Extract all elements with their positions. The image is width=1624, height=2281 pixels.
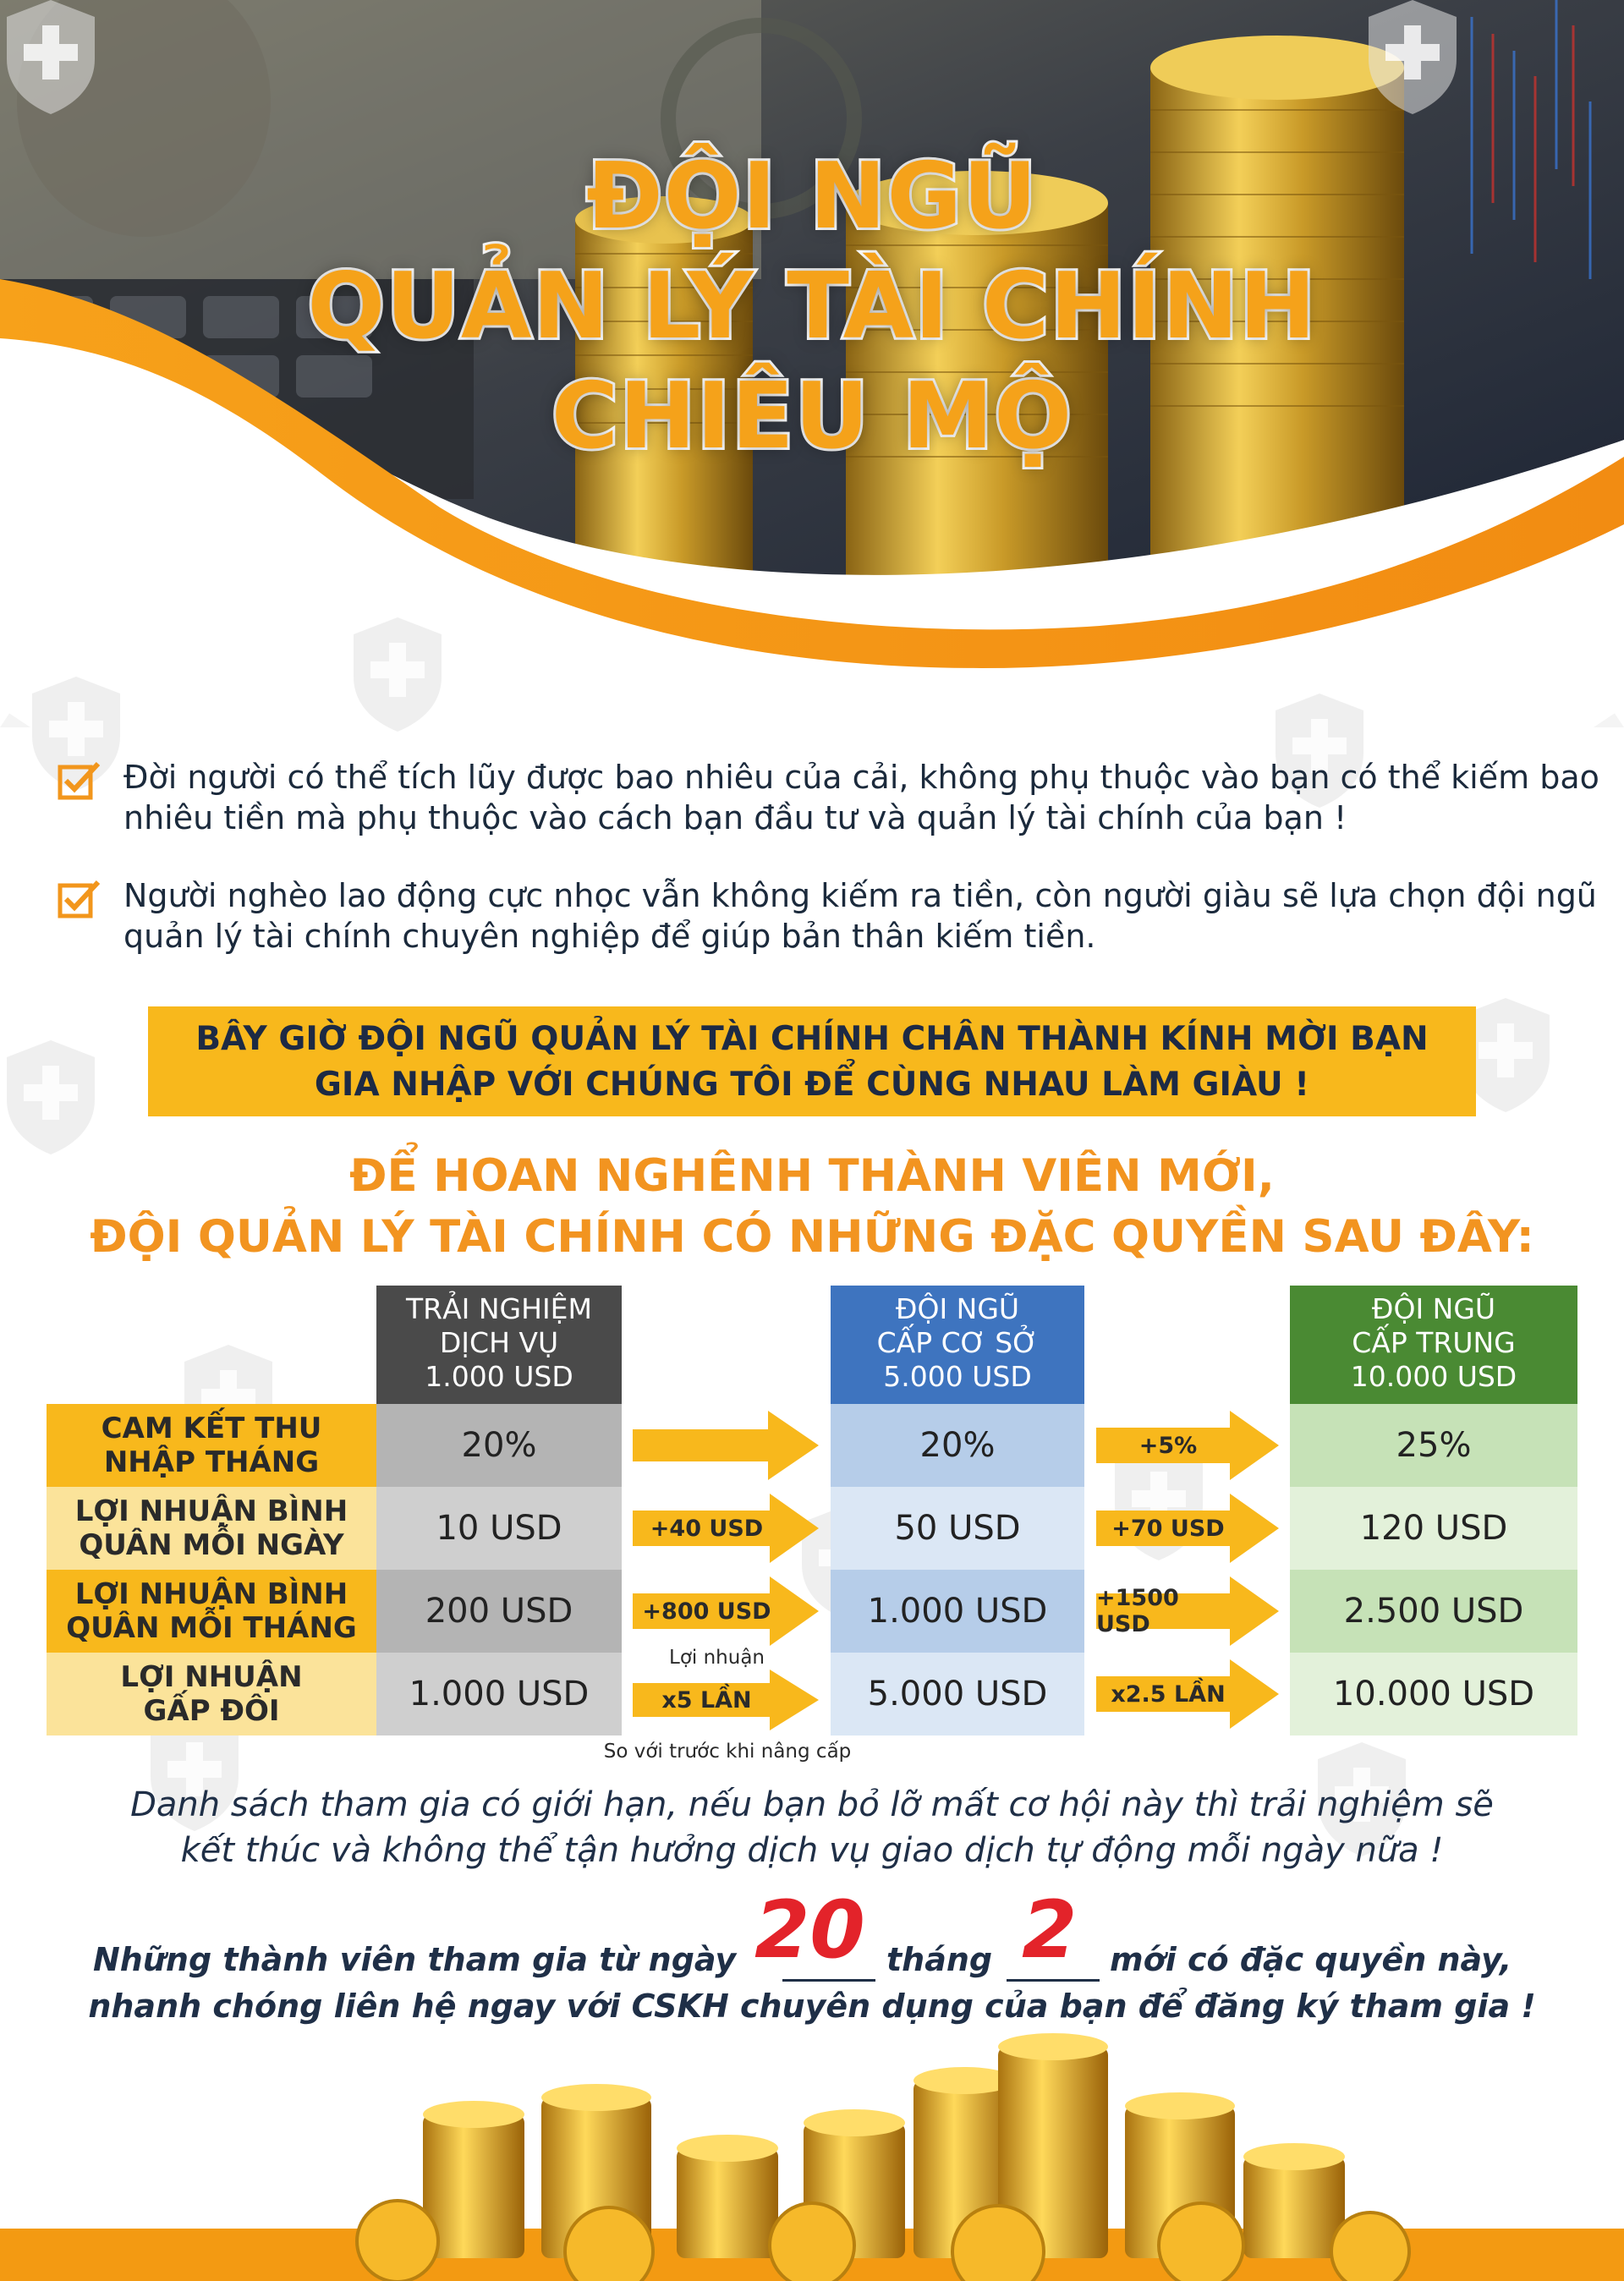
- tier-name: TRẢI NGHIỆM: [405, 1292, 592, 1325]
- arrow-right-icon: [1096, 1492, 1281, 1565]
- row-label-daily-profit: [47, 1487, 376, 1570]
- increase-label: +70 USD: [1111, 1515, 1225, 1542]
- shield-cross-icon: [7, 0, 95, 114]
- cell-trial-value: 20%: [376, 1404, 622, 1487]
- cell-mid-value: 120 USD: [1290, 1487, 1577, 1570]
- shield-cross-icon: [1369, 0, 1457, 114]
- title-line-3: CHIÊU MỘ: [551, 364, 1073, 469]
- row-label-text: QUÂN MỖI NGÀY: [79, 1528, 344, 1562]
- month-underline: [1007, 1979, 1100, 1982]
- row-label-text: LỢI NHUẬN: [120, 1660, 303, 1694]
- row-label-monthly-profit: [47, 1570, 376, 1653]
- arrow-right-icon: [633, 1670, 820, 1730]
- profit-note: Lợi nhuận: [669, 1647, 765, 1669]
- cell-trial-value: 1.000 USD: [376, 1653, 622, 1735]
- tier-header-basic: [831, 1286, 1084, 1404]
- join-text-part3: mới có đặc quyền này,: [1110, 1941, 1512, 1978]
- cell-basic-value: 5.000 USD: [831, 1653, 1084, 1735]
- arrow-right-icon: [633, 1492, 820, 1565]
- tier-amount: 5.000 USD: [883, 1360, 1032, 1393]
- title-line-2: QUẢN LÝ TÀI CHÍNH: [307, 254, 1317, 359]
- cell-mid-value: 2.500 USD: [1290, 1570, 1577, 1653]
- row-label-text: NHẬP THÁNG: [103, 1445, 320, 1479]
- invite-line-1: BÂY GIỜ ĐỘI NGŨ QUẢN LÝ TÀI CHÍNH CHÂN THÀNH KÍNH MỜI BẠN: [195, 1020, 1429, 1058]
- intro-bullet-text: Đời người có thể tích lũy được bao nhiêu của cải, không phụ thuộc vào bạn có thể kiếm bao nhiêu tiền mà phụ thuộc vào cách bạn đầu tư và quản lý tài chính của bạn !: [123, 759, 1599, 836]
- title-line-1: ĐỘI NGŨ: [586, 144, 1038, 249]
- shield-cross-icon: [354, 617, 442, 732]
- row-label-text: LỢI NHUẬN BÌNH: [74, 1494, 348, 1528]
- tier-name: ĐỘI NGŨ: [895, 1292, 1020, 1325]
- tier-name: CẤP TRUNG: [1352, 1326, 1516, 1359]
- join-month-handwritten: 2: [1022, 1884, 1078, 1977]
- cell-basic-value: 50 USD: [831, 1487, 1084, 1570]
- cell-trial-value: 200 USD: [376, 1570, 622, 1653]
- arrow-right-icon: [1096, 1658, 1281, 1730]
- tier-header-mid: [1290, 1286, 1577, 1404]
- privileges-heading-1: ĐỂ HOAN NGHÊNH THÀNH VIÊN MỚI,: [349, 1150, 1275, 1202]
- join-line-2: nhanh chóng liên hệ ngay với CSKH chuyên dụng của bạn để đăng ký tham gia !: [88, 1988, 1536, 2025]
- increase-label: +5%: [1138, 1432, 1198, 1459]
- warning-line-1: Danh sách tham gia có giới hạn, nếu bạn bỏ lỡ mất cơ hội này thì trải nghiệm sẽ: [130, 1785, 1494, 1824]
- compare-note: So với trước khi nâng cấp: [603, 1741, 852, 1763]
- arrow-right-icon: [633, 1409, 820, 1482]
- arrow-right-icon: [1096, 1409, 1281, 1482]
- checkbox-icon: [58, 760, 102, 801]
- join-day-handwritten: 20: [754, 1884, 865, 1977]
- tier-name: DỊCH VỤ: [439, 1326, 559, 1359]
- tier-name: CẤP CƠ SỞ: [876, 1326, 1039, 1359]
- increase-label: x2.5 LẦN: [1111, 1681, 1226, 1708]
- coin-piles: [0, 2030, 1624, 2281]
- increase-label: +800 USD: [642, 1598, 771, 1625]
- tier-header-trial: [376, 1286, 622, 1404]
- intro-bullet-text: Người nghèo lao động cực nhọc vẫn không kiếm ra tiền, còn người giàu sẽ lựa chọn đội ngũ quản lý tài chính chuyên nghiệp để giúp bản thân kiếm tiền.: [123, 877, 1597, 955]
- row-label-double-profit: [47, 1653, 376, 1735]
- cell-trial-value: 10 USD: [376, 1487, 622, 1570]
- row-label-text: GẤP ĐÔI: [143, 1694, 280, 1728]
- increase-label: +40 USD: [650, 1515, 764, 1542]
- cell-mid-value: 10.000 USD: [1290, 1653, 1577, 1735]
- warning-line-2: kết thúc và không thể tận hưởng dịch vụ giao dịch tự động mỗi ngày nữa !: [180, 1831, 1444, 1870]
- checkbox-icon: [58, 879, 102, 919]
- day-underline: [782, 1979, 875, 1982]
- tier-amount: 10.000 USD: [1350, 1360, 1517, 1393]
- join-text-part1: Những thành viên tham gia từ ngày: [93, 1941, 737, 1978]
- row-label-text: LỢI NHUẬN BÌNH: [74, 1577, 348, 1611]
- cell-mid-value: 25%: [1290, 1404, 1577, 1487]
- arrow-right-icon: [633, 1575, 820, 1648]
- cell-basic-value: 1.000 USD: [831, 1570, 1084, 1653]
- arrow-right-icon: [1096, 1575, 1281, 1648]
- invite-banner: [148, 1006, 1476, 1116]
- cell-basic-value: 20%: [831, 1404, 1084, 1487]
- tier-amount: 1.000 USD: [425, 1360, 573, 1393]
- row-label-monthly-commit: [47, 1404, 376, 1487]
- increase-label: +1500 USD: [1096, 1585, 1179, 1637]
- shield-cross-icon: [7, 1040, 95, 1154]
- row-label-text: QUÂN MỖI THÁNG: [66, 1611, 357, 1645]
- invite-line-2: GIA NHẬP VỚI CHÚNG TÔI ĐỂ CÙNG NHAU LÀM GIÀU !: [314, 1066, 1310, 1104]
- increase-label: x5 LẦN: [661, 1686, 752, 1713]
- tier-name: ĐỘI NGŨ: [1371, 1292, 1496, 1325]
- join-text-part2: tháng: [886, 1941, 993, 1978]
- row-label-text: CAM KẾT THU: [101, 1412, 322, 1445]
- privileges-heading-2: ĐỘI QUẢN LÝ TÀI CHÍNH CÓ NHỮNG ĐẶC QUYỀN SAU ĐÂY:: [90, 1211, 1534, 1263]
